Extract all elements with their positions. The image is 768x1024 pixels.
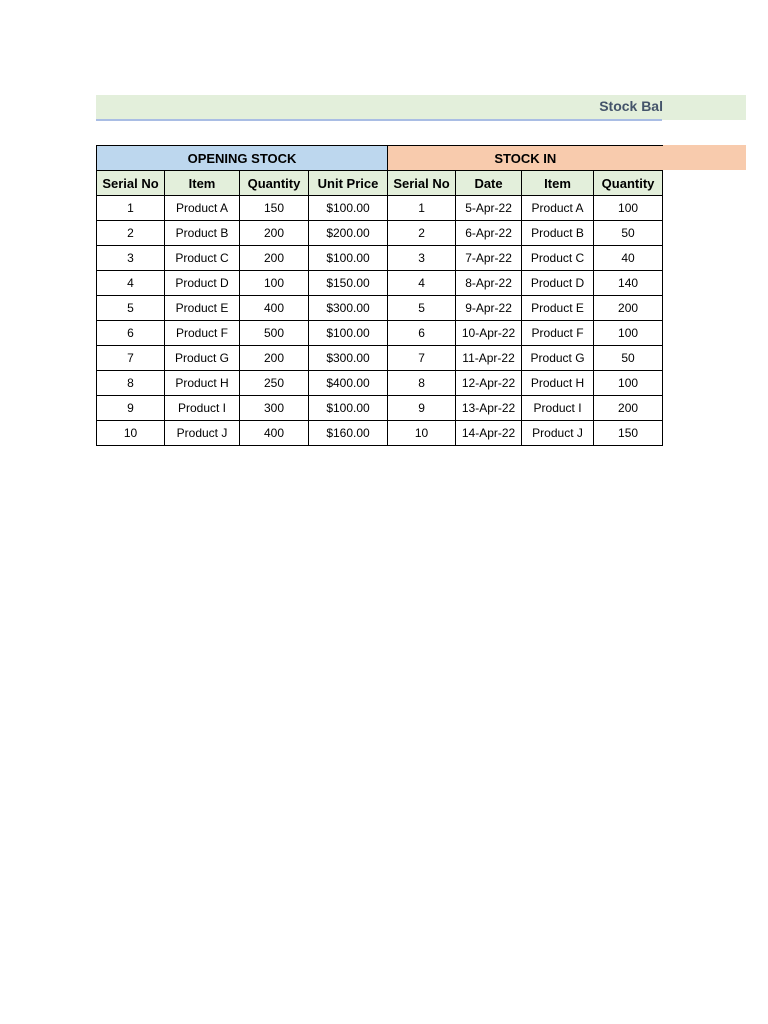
table-row: [97, 321, 663, 346]
table-row: [97, 396, 663, 421]
table-cell: 9: [97, 396, 165, 421]
column-header-item: Item: [522, 171, 594, 196]
table-cell: 100: [594, 321, 663, 346]
table-cell: 200: [240, 246, 309, 271]
column-header-unit-price: Unit Price: [309, 171, 388, 196]
table-cell: 50: [594, 221, 663, 246]
table-cell: $100.00: [309, 396, 388, 421]
table-cell: 10: [97, 421, 165, 446]
table-row: [97, 296, 663, 321]
table-cell: $300.00: [309, 346, 388, 371]
table-cell: 7: [97, 346, 165, 371]
table-cell: 100: [594, 196, 663, 221]
table-cell: Product H: [165, 371, 240, 396]
table-row: [97, 221, 663, 246]
table-cell: 8: [388, 371, 456, 396]
sheet-title: Stock Bal: [599, 98, 663, 114]
table-cell: 14-Apr-22: [456, 421, 522, 446]
table-cell: $100.00: [309, 246, 388, 271]
table-cell: 6: [97, 321, 165, 346]
table-cell: 6-Apr-22: [456, 221, 522, 246]
table-cell: 300: [240, 396, 309, 421]
table-cell: Product D: [522, 271, 594, 296]
table-row: [97, 271, 663, 296]
table-cell: 200: [240, 346, 309, 371]
table-cell: 13-Apr-22: [456, 396, 522, 421]
table-cell: 200: [594, 296, 663, 321]
table-cell: 12-Apr-22: [456, 371, 522, 396]
table-cell: 150: [594, 421, 663, 446]
table-cell: 4: [388, 271, 456, 296]
table-row: [97, 371, 663, 396]
table-cell: $160.00: [309, 421, 388, 446]
table-cell: $100.00: [309, 196, 388, 221]
table-cell: Product D: [165, 271, 240, 296]
table-row: [97, 196, 663, 221]
table-cell: 10: [388, 421, 456, 446]
table-cell: Product I: [165, 396, 240, 421]
table-cell: 5-Apr-22: [456, 196, 522, 221]
stock-in-header-extension: [662, 145, 746, 170]
stock-table: [96, 145, 663, 446]
table-cell: 11-Apr-22: [456, 346, 522, 371]
column-header-item: Item: [165, 171, 240, 196]
table-cell: $100.00: [309, 321, 388, 346]
table-cell: 10-Apr-22: [456, 321, 522, 346]
table-cell: $150.00: [309, 271, 388, 296]
table-cell: $300.00: [309, 296, 388, 321]
table-cell: Product F: [522, 321, 594, 346]
table-cell: 500: [240, 321, 309, 346]
table-cell: 100: [240, 271, 309, 296]
table-cell: 50: [594, 346, 663, 371]
table-cell: 140: [594, 271, 663, 296]
table-cell: Product A: [165, 196, 240, 221]
table-cell: Product A: [522, 196, 594, 221]
column-header-serial-no: Serial No: [97, 171, 165, 196]
table-cell: Product G: [522, 346, 594, 371]
table-cell: 7-Apr-22: [456, 246, 522, 271]
table-cell: 150: [240, 196, 309, 221]
table-row: [97, 421, 663, 446]
table-cell: 400: [240, 421, 309, 446]
table-cell: Product H: [522, 371, 594, 396]
table-cell: 8-Apr-22: [456, 271, 522, 296]
table-cell: 9-Apr-22: [456, 296, 522, 321]
table-cell: 250: [240, 371, 309, 396]
table-cell: Product I: [522, 396, 594, 421]
table-cell: 5: [97, 296, 165, 321]
table-cell: 200: [594, 396, 663, 421]
title-underline: [96, 119, 662, 121]
table-cell: 100: [594, 371, 663, 396]
table-cell: 2: [388, 221, 456, 246]
table-cell: 4: [97, 271, 165, 296]
column-header-date: Date: [456, 171, 522, 196]
table-cell: 200: [240, 221, 309, 246]
table-cell: 40: [594, 246, 663, 271]
table-cell: 5: [388, 296, 456, 321]
stock-in-header: STOCK IN: [388, 146, 663, 171]
table-cell: Product B: [165, 221, 240, 246]
table-cell: Product J: [522, 421, 594, 446]
column-header-row: [97, 171, 663, 196]
table-cell: $200.00: [309, 221, 388, 246]
table-cell: 9: [388, 396, 456, 421]
table-cell: $400.00: [309, 371, 388, 396]
table-cell: Product E: [165, 296, 240, 321]
table-cell: 400: [240, 296, 309, 321]
table-cell: 1: [388, 196, 456, 221]
table-cell: Product G: [165, 346, 240, 371]
table-cell: Product J: [165, 421, 240, 446]
table-cell: Product F: [165, 321, 240, 346]
table-cell: Product B: [522, 221, 594, 246]
table-row: [97, 246, 663, 271]
table-cell: 8: [97, 371, 165, 396]
table-cell: 3: [97, 246, 165, 271]
section-header-row: [97, 146, 663, 171]
table-cell: Product E: [522, 296, 594, 321]
table-cell: 7: [388, 346, 456, 371]
table-cell: 2: [97, 221, 165, 246]
table-cell: 3: [388, 246, 456, 271]
opening-stock-header: OPENING STOCK: [97, 146, 388, 171]
table-cell: Product C: [165, 246, 240, 271]
table-cell: 6: [388, 321, 456, 346]
table-cell: Product C: [522, 246, 594, 271]
table-row: [97, 346, 663, 371]
column-header-quantity: Quantity: [240, 171, 309, 196]
column-header-serial-no: Serial No: [388, 171, 456, 196]
column-header-quantity: Quantity: [594, 171, 663, 196]
table-cell: 1: [97, 196, 165, 221]
